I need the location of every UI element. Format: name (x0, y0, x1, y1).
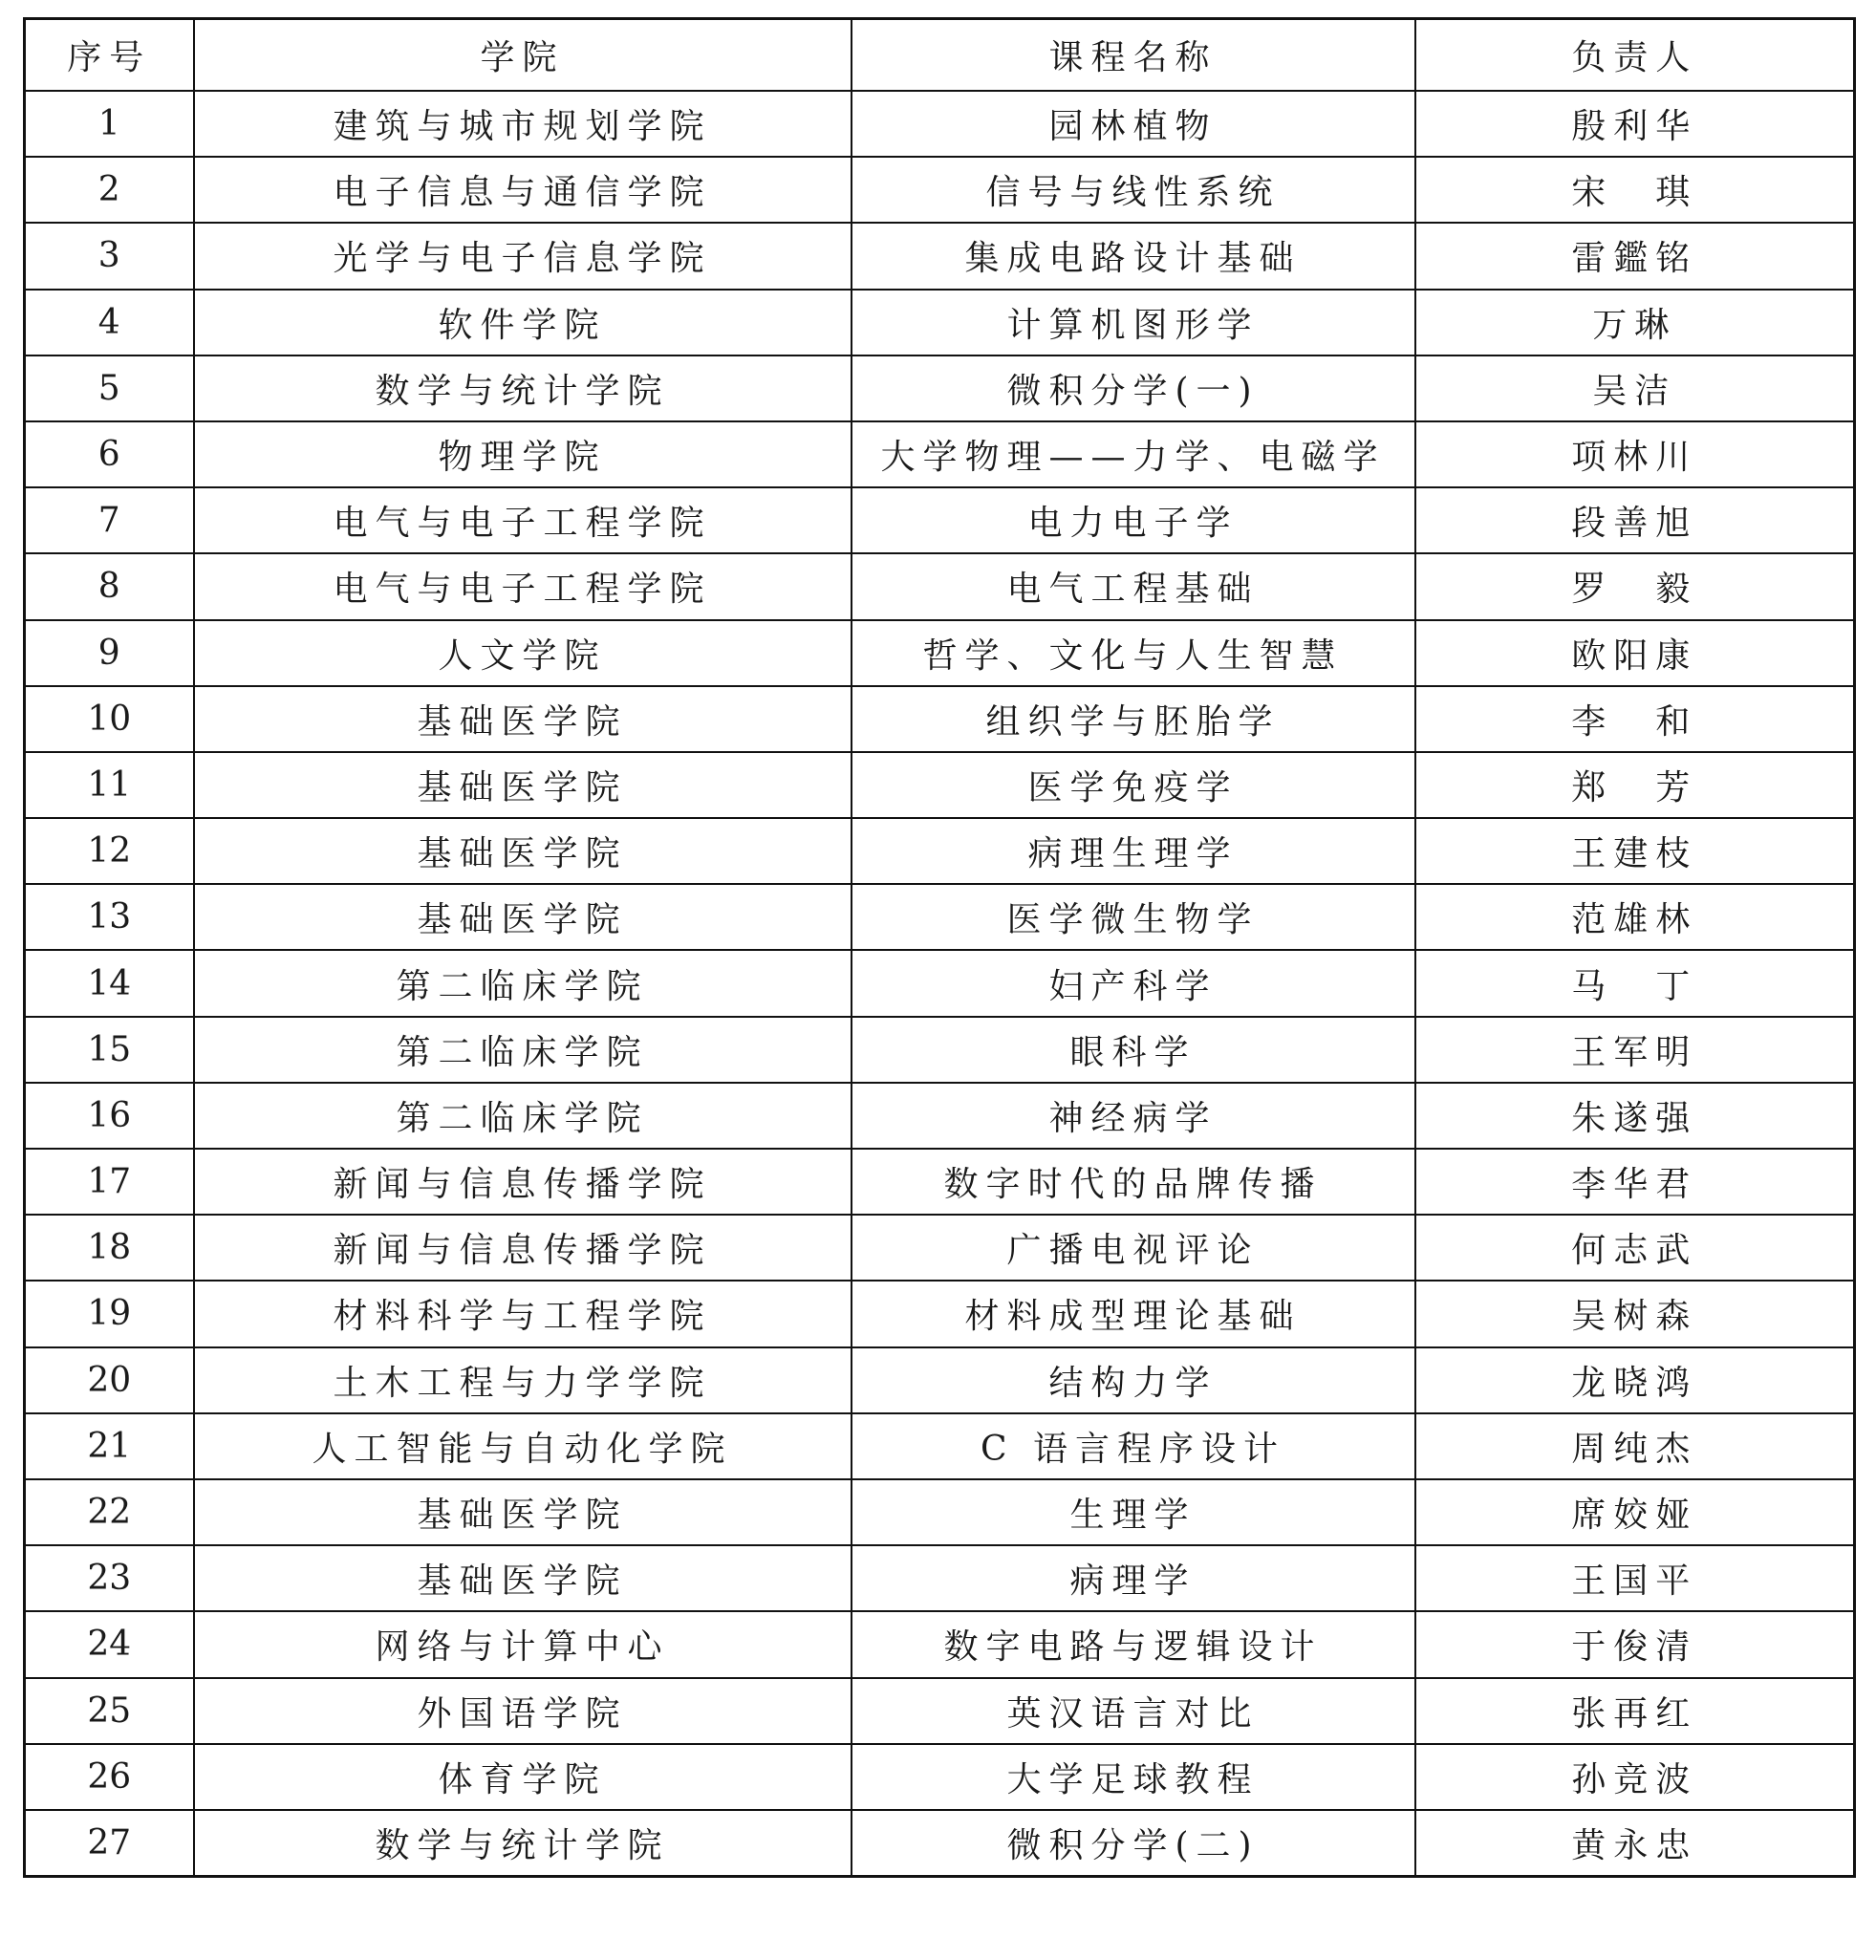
table-row (25, 1413, 1855, 1479)
cell-college: 基础医学院 (194, 818, 852, 884)
table-row (25, 1678, 1855, 1744)
cell-college: 电子信息与通信学院 (194, 157, 852, 223)
table-row (25, 157, 1855, 223)
cell-owner: 李华君 (1415, 1149, 1855, 1215)
table-row (25, 818, 1855, 884)
header-seq: 序号 (25, 19, 194, 92)
table-header (25, 19, 1855, 92)
table-row (25, 884, 1855, 950)
cell-seq: 10 (25, 686, 194, 752)
cell-course: C 语言程序设计 (852, 1413, 1415, 1479)
cell-seq: 5 (25, 355, 194, 421)
table-body (25, 91, 1855, 1877)
cell-owner: 吴树森 (1415, 1281, 1855, 1346)
cell-owner: 李 和 (1415, 686, 1855, 752)
cell-owner: 王国平 (1415, 1545, 1855, 1611)
cell-course: 神经病学 (852, 1083, 1415, 1149)
cell-owner: 孙竞波 (1415, 1744, 1855, 1810)
cell-owner: 龙晓鸿 (1415, 1347, 1855, 1413)
cell-owner: 马 丁 (1415, 950, 1855, 1016)
cell-seq: 14 (25, 950, 194, 1016)
cell-seq: 13 (25, 884, 194, 950)
cell-seq: 21 (25, 1413, 194, 1479)
cell-seq: 8 (25, 553, 194, 619)
cell-seq: 17 (25, 1149, 194, 1215)
cell-college: 体育学院 (194, 1744, 852, 1810)
cell-college: 电气与电子工程学院 (194, 487, 852, 553)
cell-college: 软件学院 (194, 290, 852, 355)
table-row (25, 1479, 1855, 1545)
cell-college: 光学与电子信息学院 (194, 223, 852, 289)
cell-seq: 26 (25, 1744, 194, 1810)
cell-course: 医学免疫学 (852, 752, 1415, 818)
cell-course: 病理学 (852, 1545, 1415, 1611)
cell-owner: 雷鑑铭 (1415, 223, 1855, 289)
cell-owner: 吴洁 (1415, 355, 1855, 421)
cell-course: 信号与线性系统 (852, 157, 1415, 223)
cell-seq: 4 (25, 290, 194, 355)
cell-owner: 王军明 (1415, 1017, 1855, 1083)
cell-seq: 12 (25, 818, 194, 884)
cell-college: 人文学院 (194, 620, 852, 686)
cell-college: 数学与统计学院 (194, 355, 852, 421)
cell-college: 第二临床学院 (194, 950, 852, 1016)
cell-course: 数字电路与逻辑设计 (852, 1611, 1415, 1677)
table-row (25, 620, 1855, 686)
cell-owner: 张再红 (1415, 1678, 1855, 1744)
cell-course: 英汉语言对比 (852, 1678, 1415, 1744)
cell-college: 电气与电子工程学院 (194, 553, 852, 619)
table-row (25, 1083, 1855, 1149)
cell-course: 生理学 (852, 1479, 1415, 1545)
cell-course: 计算机图形学 (852, 290, 1415, 355)
cell-course: 哲学、文化与人生智慧 (852, 620, 1415, 686)
cell-college: 基础医学院 (194, 686, 852, 752)
table-row (25, 752, 1855, 818)
cell-course: 眼科学 (852, 1017, 1415, 1083)
cell-course: 电气工程基础 (852, 553, 1415, 619)
cell-course: 微积分学(一) (852, 355, 1415, 421)
cell-owner: 范雄林 (1415, 884, 1855, 950)
table-row (25, 223, 1855, 289)
header-row (25, 19, 1855, 92)
cell-college: 第二临床学院 (194, 1017, 852, 1083)
cell-seq: 19 (25, 1281, 194, 1346)
cell-college: 人工智能与自动化学院 (194, 1413, 852, 1479)
table-row (25, 1545, 1855, 1611)
cell-owner: 王建枝 (1415, 818, 1855, 884)
header-college: 学院 (194, 19, 852, 92)
table-row (25, 1810, 1855, 1877)
cell-owner: 万琳 (1415, 290, 1855, 355)
cell-seq: 7 (25, 487, 194, 553)
cell-owner: 段善旭 (1415, 487, 1855, 553)
cell-seq: 16 (25, 1083, 194, 1149)
cell-course: 集成电路设计基础 (852, 223, 1415, 289)
cell-owner: 郑 芳 (1415, 752, 1855, 818)
cell-college: 新闻与信息传播学院 (194, 1215, 852, 1281)
table-row (25, 290, 1855, 355)
cell-college: 物理学院 (194, 421, 852, 487)
cell-seq: 23 (25, 1545, 194, 1611)
cell-owner: 殷利华 (1415, 91, 1855, 157)
cell-college: 外国语学院 (194, 1678, 852, 1744)
cell-college: 建筑与城市规划学院 (194, 91, 852, 157)
cell-course: 广播电视评论 (852, 1215, 1415, 1281)
cell-course: 电力电子学 (852, 487, 1415, 553)
cell-course: 微积分学(二) (852, 1810, 1415, 1877)
table-row (25, 1215, 1855, 1281)
cell-college: 基础医学院 (194, 1479, 852, 1545)
cell-owner: 何志武 (1415, 1215, 1855, 1281)
header-course: 课程名称 (852, 19, 1415, 92)
cell-owner: 于俊清 (1415, 1611, 1855, 1677)
cell-seq: 22 (25, 1479, 194, 1545)
cell-seq: 27 (25, 1810, 194, 1877)
cell-seq: 2 (25, 157, 194, 223)
table-row (25, 1611, 1855, 1677)
table-row (25, 1347, 1855, 1413)
cell-college: 新闻与信息传播学院 (194, 1149, 852, 1215)
table-row (25, 1744, 1855, 1810)
cell-college: 土木工程与力学学院 (194, 1347, 852, 1413)
cell-owner: 项林川 (1415, 421, 1855, 487)
cell-college: 第二临床学院 (194, 1083, 852, 1149)
cell-college: 基础医学院 (194, 1545, 852, 1611)
header-owner: 负责人 (1415, 19, 1855, 92)
cell-owner: 宋 琪 (1415, 157, 1855, 223)
cell-college: 材料科学与工程学院 (194, 1281, 852, 1346)
cell-course: 园林植物 (852, 91, 1415, 157)
cell-seq: 18 (25, 1215, 194, 1281)
cell-owner: 欧阳康 (1415, 620, 1855, 686)
cell-course: 医学微生物学 (852, 884, 1415, 950)
cell-seq: 20 (25, 1347, 194, 1413)
cell-college: 基础医学院 (194, 752, 852, 818)
cell-seq: 15 (25, 1017, 194, 1083)
cell-course: 结构力学 (852, 1347, 1415, 1413)
cell-course: 妇产科学 (852, 950, 1415, 1016)
cell-course: 病理生理学 (852, 818, 1415, 884)
table-row (25, 1149, 1855, 1215)
cell-owner: 朱遂强 (1415, 1083, 1855, 1149)
table-row (25, 1017, 1855, 1083)
table-row (25, 686, 1855, 752)
table-row (25, 950, 1855, 1016)
cell-college: 基础医学院 (194, 884, 852, 950)
table-row (25, 355, 1855, 421)
cell-owner: 周纯杰 (1415, 1413, 1855, 1479)
cell-course: 组织学与胚胎学 (852, 686, 1415, 752)
cell-seq: 3 (25, 223, 194, 289)
cell-owner: 席姣娅 (1415, 1479, 1855, 1545)
cell-seq: 25 (25, 1678, 194, 1744)
cell-owner: 黄永忠 (1415, 1810, 1855, 1877)
cell-college: 数学与统计学院 (194, 1810, 852, 1877)
table-row (25, 487, 1855, 553)
table-row (25, 91, 1855, 157)
cell-course: 大学足球教程 (852, 1744, 1415, 1810)
cell-owner: 罗 毅 (1415, 553, 1855, 619)
table-row (25, 553, 1855, 619)
cell-course: 数字时代的品牌传播 (852, 1149, 1415, 1215)
cell-seq: 1 (25, 91, 194, 157)
cell-seq: 24 (25, 1611, 194, 1677)
table-row (25, 1281, 1855, 1346)
cell-college: 网络与计算中心 (194, 1611, 852, 1677)
course-table (23, 17, 1856, 1878)
cell-course: 大学物理——力学、电磁学 (852, 421, 1415, 487)
cell-seq: 9 (25, 620, 194, 686)
cell-seq: 11 (25, 752, 194, 818)
table-row (25, 421, 1855, 487)
course-table-container (23, 17, 1853, 1878)
cell-course: 材料成型理论基础 (852, 1281, 1415, 1346)
cell-seq: 6 (25, 421, 194, 487)
